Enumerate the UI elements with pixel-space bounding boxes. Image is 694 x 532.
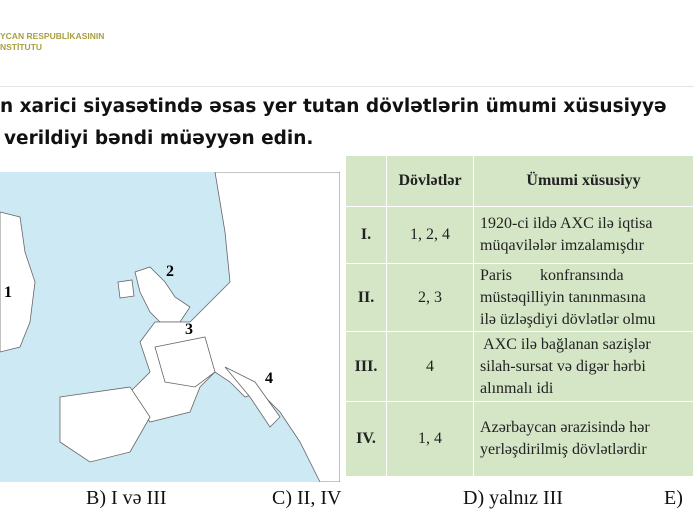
table-row (346, 207, 694, 264)
desc-line: ilə üzləşdiyi dövlətlər olmu (480, 310, 656, 328)
answer-c[interactable]: C) II, IV (272, 487, 342, 509)
row-states: 2, 3 (387, 264, 474, 332)
row-number: II. (346, 264, 387, 332)
row-number: III. (346, 332, 387, 402)
desc-line: alınmalı idi (480, 379, 554, 397)
table-row (346, 264, 694, 332)
row-states: 1, 2, 4 (387, 207, 474, 264)
europe-map (0, 172, 340, 482)
desc-line: müstəqilliyin tanınmasına (480, 288, 646, 306)
header-characteristics: Ümumi xüsusiyy (474, 156, 694, 207)
desc-line: silah-sursat və digər hərbi (480, 357, 646, 375)
header-cell (346, 156, 387, 207)
answer-e[interactable]: E) (664, 487, 683, 509)
desc-line: yerləşdirilmiş dövlətlərdir (480, 441, 647, 458)
desc-line: müqavilələr imzalamışdır (480, 237, 644, 254)
row-description (474, 332, 694, 402)
answer-d[interactable]: D) yalnız III (463, 487, 563, 509)
desc-line: Azərbaycan ərazisində hər (480, 419, 650, 436)
row-number: IV. (346, 402, 387, 477)
desc-line: 1920-ci ildə AXC ilə iqtisa (480, 215, 653, 232)
desc-line: AXC ilə bağlanan sazişlər (480, 335, 651, 353)
map-label-1: 1 (4, 284, 12, 301)
logo-line: NSTİTUTU (0, 42, 43, 52)
header-states: Dövlətlər (387, 156, 474, 207)
characteristics-table (345, 155, 694, 477)
map-label-3: 3 (185, 321, 193, 338)
divider (0, 86, 694, 87)
table-header-row (346, 156, 694, 207)
table-row (346, 332, 694, 402)
row-states: 4 (387, 332, 474, 402)
row-description (474, 264, 694, 332)
row-description (474, 402, 694, 477)
question-line-2: verildiyi bəndi müəyyən edin. (4, 128, 314, 149)
logo-text (0, 31, 104, 53)
answer-b[interactable]: B) I və III (86, 487, 167, 509)
logo-line: YCAN RESPUBLİKASININ (0, 31, 105, 41)
row-states: 1, 4 (387, 402, 474, 477)
table-row (346, 402, 694, 477)
row-description (474, 207, 694, 264)
ireland-shape (118, 280, 134, 298)
row-number: I. (346, 207, 387, 264)
desc-line: Paris konfransında (480, 266, 624, 284)
map-label-2: 2 (166, 263, 174, 280)
map-label-4: 4 (265, 370, 273, 387)
question-line-1: n xarici siyasətində əsas yer tutan dövlətlərin ümumi xüsusiyyə (0, 96, 667, 117)
